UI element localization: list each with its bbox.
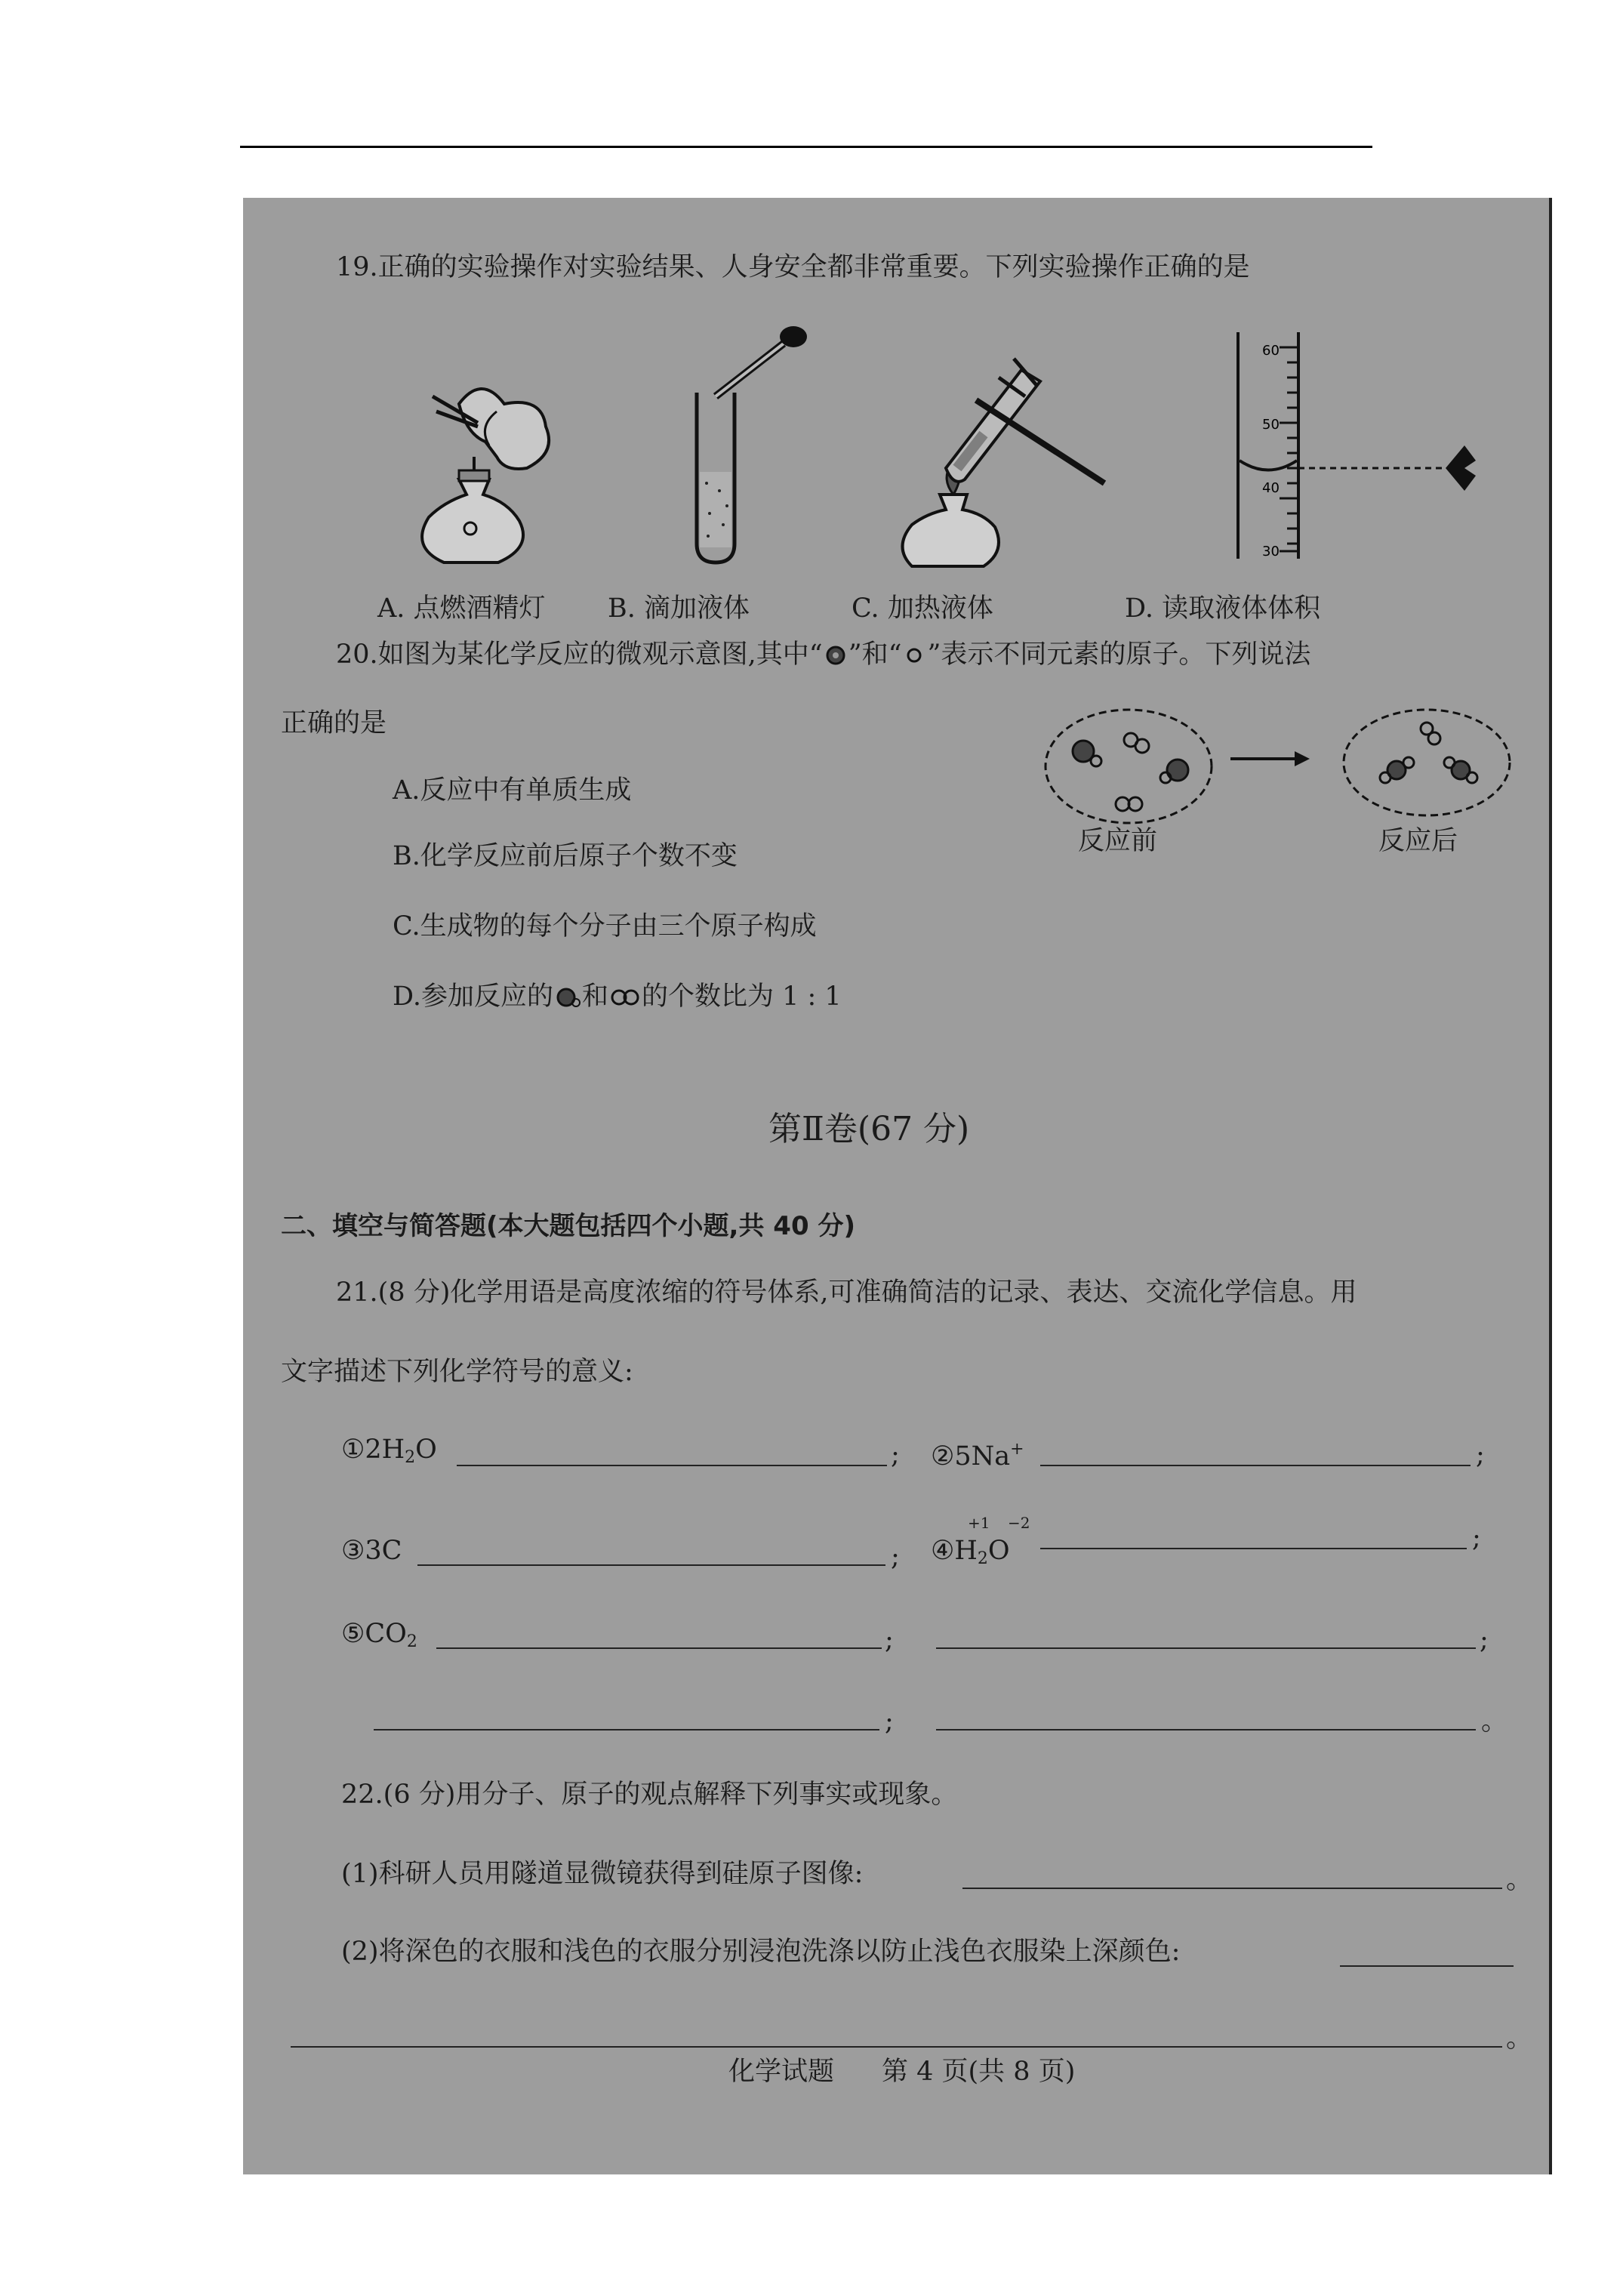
- symbol-part: ②5Na: [931, 1441, 1011, 1472]
- q21-item4-answer-blank[interactable]: [1040, 1548, 1467, 1549]
- q21-item3-answer-blank[interactable]: [417, 1564, 885, 1566]
- q21-item5-answer-blank[interactable]: [436, 1647, 882, 1649]
- symbol-part: ⑤CO: [341, 1619, 407, 1649]
- symbol-part: ①2H: [341, 1435, 405, 1465]
- q19-option-a: [377, 592, 546, 625]
- molecule-b-icon: [608, 986, 642, 1009]
- q22-item1-answer-blank[interactable]: [962, 1888, 1502, 1889]
- q20-stem-part: ”表示不同元素的原子。下列说法: [927, 639, 1311, 670]
- q21-item7-answer-blank[interactable]: [374, 1729, 879, 1730]
- header-rule: [240, 146, 1372, 148]
- q21-item6-answer-blank[interactable]: [936, 1647, 1476, 1649]
- molecule-a-icon: [553, 986, 582, 1009]
- period: 。: [1481, 1706, 1508, 1737]
- q19-stem: 19.正确的实验操作对实验结果、人身安全都非常重要。下列实验操作正确的是: [336, 252, 1250, 282]
- semicolon: ;: [891, 1440, 900, 1470]
- q21-item4-label: [931, 1534, 1010, 1576]
- option-letter: A.: [377, 593, 405, 624]
- semicolon: ;: [1480, 1625, 1489, 1655]
- cylinder-tick-30: 30: [1262, 544, 1280, 559]
- period: 。: [1506, 1865, 1533, 1895]
- label-after-reaction: 反应后: [1378, 826, 1458, 856]
- subscript: 2: [406, 1632, 417, 1651]
- q20-option-a: A.反应中有单质生成: [393, 775, 632, 806]
- period: 。: [1506, 2023, 1533, 2054]
- figure-c-heating: [893, 355, 1112, 566]
- q21-item1-answer-blank[interactable]: [457, 1465, 887, 1466]
- subscript: 2: [405, 1448, 416, 1467]
- option-text: 读取液体体积: [1162, 593, 1321, 624]
- option-text: 滴加液体: [644, 593, 750, 624]
- q22-item1: (1)科研人员用隧道显微镜获得到硅原子图像:: [341, 1859, 864, 1889]
- q21-stem-line2: 文字描述下列化学符号的意义:: [281, 1357, 633, 1387]
- subscript: 2: [977, 1549, 988, 1568]
- q19-option-d: [1125, 592, 1320, 625]
- option-letter: D.: [1125, 593, 1153, 624]
- scan-edge: [1549, 198, 1552, 2174]
- symbol-part: ④H: [931, 1536, 978, 1566]
- q21-item3-label: ③3C: [341, 1536, 402, 1566]
- q19-option-b: [608, 592, 750, 625]
- cylinder-tick-40: 40: [1262, 480, 1280, 496]
- q20-option-b: B.化学反应前后原子个数不变: [393, 841, 738, 871]
- q22-stem: 22.(6 分)用分子、原子的观点解释下列事实或现象。: [341, 1780, 958, 1810]
- part2-title: 第Ⅱ卷(67 分): [768, 1110, 970, 1148]
- figure-a-alcohol-lamp: [414, 381, 572, 562]
- q19-option-c: [852, 592, 993, 625]
- q20-option-c: C.生成物的每个分子由三个原子构成: [393, 911, 817, 942]
- semicolon: ;: [1476, 1440, 1485, 1470]
- q20-stem-line2: 正确的是: [281, 708, 387, 738]
- atom-a-icon: [823, 644, 848, 667]
- footer-subject: 化学试题: [728, 2057, 835, 2087]
- q22-item2-answer-line2[interactable]: [291, 2046, 1502, 2048]
- reaction-diagram: [1042, 702, 1517, 831]
- q22-item2: (2)将深色的衣服和浅色的衣服分别浸泡洗涤以防止浅色衣服染上深颜色:: [341, 1937, 1181, 1967]
- atom-b-icon: [901, 644, 927, 667]
- q20-option-d-part: 和: [581, 982, 608, 1012]
- symbol-part: O: [987, 1536, 1010, 1566]
- q20-option-d-part: 的个数比为 1 : 1: [641, 982, 842, 1012]
- option-letter: C.: [852, 593, 879, 624]
- charge-h: +1: [968, 1514, 990, 1532]
- q20-option-d: [393, 980, 842, 1013]
- section-heading: 二、填空与简答题(本大题包括四个小题,共 40 分): [281, 1211, 855, 1241]
- semicolon: ;: [885, 1706, 894, 1737]
- symbol-part: O: [415, 1435, 437, 1465]
- option-text: 点燃酒精灯: [413, 593, 546, 624]
- figure-b-dropper: [685, 325, 814, 566]
- option-text: 加热液体: [887, 593, 993, 624]
- q21-item2-answer-blank[interactable]: [1040, 1465, 1471, 1466]
- cylinder-tick-60: 60: [1262, 343, 1280, 359]
- charge-o: −2: [1008, 1514, 1030, 1532]
- q21-item5-label: [341, 1617, 417, 1659]
- q21-item8-answer-blank[interactable]: [936, 1729, 1476, 1730]
- superscript: +: [1010, 1440, 1024, 1459]
- semicolon: ;: [891, 1542, 900, 1572]
- q21-item2-label: [931, 1433, 1024, 1473]
- semicolon: ;: [1472, 1523, 1481, 1553]
- q21-item1-label: [341, 1433, 437, 1475]
- figure-d-cylinder: [1223, 325, 1480, 566]
- q20-stem-part: 20.如图为某化学反应的微观示意图,其中“: [336, 639, 823, 670]
- cylinder-tick-50: 50: [1262, 417, 1280, 433]
- q20-stem-line1: [336, 638, 1310, 671]
- label-before-reaction: 反应前: [1078, 826, 1158, 856]
- q20-stem-part: ”和“: [848, 639, 902, 670]
- footer-page-info: 第 4 页(共 8 页): [882, 2057, 1076, 2087]
- q22-item2-answer-blank[interactable]: [1340, 1965, 1514, 1967]
- semicolon: ;: [885, 1625, 894, 1655]
- q20-option-d-part: D.参加反应的: [393, 982, 553, 1012]
- q21-stem-line1: 21.(8 分)化学用语是高度浓缩的符号体系,可准确简洁的记录、表达、交流化学信息。用: [336, 1277, 1357, 1308]
- option-letter: B.: [608, 593, 636, 624]
